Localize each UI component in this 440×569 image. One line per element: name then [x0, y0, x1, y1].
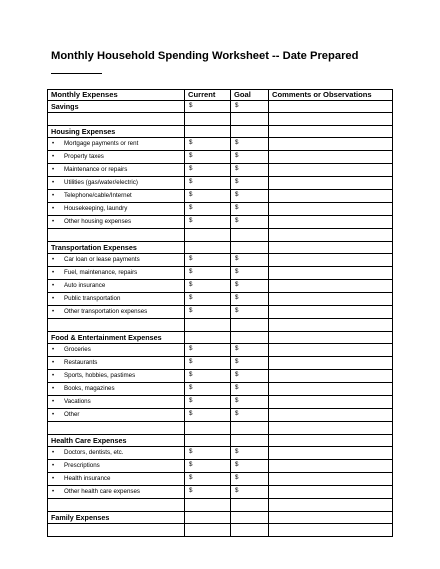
currency-sign: $	[189, 204, 193, 211]
currency-sign: $	[235, 191, 239, 198]
bullet-icon: •	[52, 270, 55, 276]
current-cell[interactable]	[185, 486, 231, 499]
current-cell[interactable]	[185, 499, 231, 512]
expense-label-cell	[48, 280, 185, 293]
goal-cell[interactable]	[231, 511, 269, 524]
expense-label-cell	[48, 524, 185, 537]
comments-cell[interactable]	[269, 267, 393, 280]
current-cell[interactable]	[185, 319, 231, 332]
comments-cell[interactable]	[269, 113, 393, 126]
currency-sign: $	[235, 294, 239, 301]
current-cell[interactable]	[185, 190, 231, 203]
bullet-icon: •	[52, 141, 55, 147]
current-cell[interactable]	[185, 113, 231, 126]
current-cell[interactable]	[185, 267, 231, 280]
comments-cell[interactable]	[269, 383, 393, 396]
currency-sign: $	[189, 474, 193, 481]
currency-sign: $	[235, 410, 239, 417]
comments-cell[interactable]	[269, 319, 393, 332]
goal-cell[interactable]	[231, 190, 269, 203]
comments-cell[interactable]	[269, 190, 393, 203]
goal-cell[interactable]	[231, 229, 269, 242]
expense-item-label: Telephone/cable/Internet	[64, 192, 132, 199]
current-cell[interactable]	[185, 460, 231, 473]
bullet-icon: •	[52, 219, 55, 225]
goal-cell[interactable]	[231, 254, 269, 267]
currency-sign: $	[189, 255, 193, 262]
expense-label-cell	[48, 267, 185, 280]
section-row	[48, 100, 393, 113]
currency-sign: $	[235, 217, 239, 224]
goal-cell[interactable]	[231, 357, 269, 370]
goal-cell[interactable]	[231, 499, 269, 512]
bullet-icon: •	[52, 489, 55, 495]
expense-label-cell	[48, 306, 185, 319]
expense-item-label: Health insurance	[64, 475, 111, 482]
date-prepared-line	[51, 73, 102, 74]
goal-cell[interactable]	[231, 138, 269, 151]
blank-row	[48, 229, 393, 242]
comments-cell[interactable]	[269, 473, 393, 486]
currency-sign: $	[235, 204, 239, 211]
goal-cell[interactable]	[231, 280, 269, 293]
comments-cell[interactable]	[269, 151, 393, 164]
table-body	[48, 100, 393, 536]
expense-item-label: Car loan or lease payments	[64, 256, 140, 263]
bullet-icon: •	[52, 193, 55, 199]
bullet-icon: •	[52, 283, 55, 289]
table-row	[48, 216, 393, 229]
expense-label-cell	[48, 177, 185, 190]
currency-sign: $	[189, 358, 193, 365]
currency-sign: $	[235, 281, 239, 288]
currency-sign: $	[189, 294, 193, 301]
comments-cell[interactable]	[269, 396, 393, 409]
blank-row	[48, 422, 393, 435]
table-row	[48, 473, 393, 486]
currency-sign: $	[189, 307, 193, 314]
comments-cell[interactable]	[269, 241, 393, 254]
expense-item-label: Sports, hobbies, pastimes	[64, 372, 136, 379]
bullet-icon: •	[52, 373, 55, 379]
comments-cell[interactable]	[269, 203, 393, 216]
comments-cell[interactable]	[269, 344, 393, 357]
currency-sign: $	[189, 487, 193, 494]
expense-label-cell	[48, 486, 185, 499]
blank-row	[48, 319, 393, 332]
section-row	[48, 331, 393, 344]
currency-sign: $	[235, 345, 239, 352]
goal-cell[interactable]	[231, 306, 269, 319]
header-goal: Goal	[231, 90, 269, 101]
table-row	[48, 138, 393, 151]
current-cell[interactable]	[185, 524, 231, 537]
expense-label-cell	[48, 460, 185, 473]
currency-sign: $	[235, 101, 239, 109]
bullet-icon: •	[52, 463, 55, 469]
currency-sign: $	[235, 165, 239, 172]
comments-cell[interactable]	[269, 434, 393, 447]
page-title: Monthly Household Spending Worksheet -- Date Prepared	[51, 50, 359, 62]
goal-cell[interactable]	[231, 216, 269, 229]
table-row	[48, 396, 393, 409]
currency-sign: $	[189, 384, 193, 391]
table-row	[48, 280, 393, 293]
current-cell[interactable]	[185, 344, 231, 357]
expense-label-cell	[48, 125, 185, 138]
comments-cell[interactable]	[269, 229, 393, 242]
currency-sign: $	[235, 371, 239, 378]
currency-sign: $	[235, 307, 239, 314]
expense-item-label: Auto insurance	[64, 282, 106, 289]
table-row	[48, 383, 393, 396]
comments-cell[interactable]	[269, 447, 393, 460]
expense-item-label: Fuel, maintenance, repairs	[64, 269, 138, 276]
bullet-icon: •	[52, 347, 55, 353]
current-cell[interactable]	[185, 216, 231, 229]
currency-sign: $	[189, 217, 193, 224]
current-cell[interactable]	[185, 138, 231, 151]
bullet-icon: •	[52, 360, 55, 366]
currency-sign: $	[189, 410, 193, 417]
bullet-icon: •	[52, 476, 55, 482]
comments-cell[interactable]	[269, 293, 393, 306]
currency-sign: $	[235, 139, 239, 146]
current-cell[interactable]	[185, 331, 231, 344]
section-label: Transportation Expenses	[51, 242, 137, 252]
currency-sign: $	[189, 101, 193, 109]
current-cell[interactable]	[185, 125, 231, 138]
table-row	[48, 344, 393, 357]
blank-row	[48, 113, 393, 126]
expense-item-label: Other transportation expenses	[64, 308, 148, 315]
goal-cell[interactable]	[231, 447, 269, 460]
expense-item-label: Property taxes	[64, 153, 104, 160]
expense-item-label: Utilities (gas/water/electric)	[64, 179, 138, 186]
goal-cell[interactable]	[231, 460, 269, 473]
currency-sign: $	[189, 345, 193, 352]
currency-sign: $	[189, 191, 193, 198]
goal-cell[interactable]	[231, 267, 269, 280]
bullet-icon: •	[52, 167, 55, 173]
current-cell[interactable]	[185, 229, 231, 242]
comments-cell[interactable]	[269, 306, 393, 319]
goal-cell[interactable]	[231, 319, 269, 332]
currency-sign: $	[235, 461, 239, 468]
currency-sign: $	[235, 487, 239, 494]
table-row	[48, 151, 393, 164]
expense-item-label: Other health care expenses	[64, 488, 141, 495]
table-row	[48, 164, 393, 177]
expense-label-cell	[48, 254, 185, 267]
goal-cell[interactable]	[231, 203, 269, 216]
comments-cell[interactable]	[269, 177, 393, 190]
currency-sign: $	[235, 152, 239, 159]
goal-cell[interactable]	[231, 396, 269, 409]
expense-item-label: Housekeeping, laundry	[64, 205, 128, 212]
bullet-icon: •	[52, 309, 55, 315]
section-label: Housing Expenses	[51, 126, 116, 136]
expense-item-label: Prescriptions	[64, 462, 100, 469]
comments-cell[interactable]	[269, 331, 393, 344]
comments-cell[interactable]	[269, 499, 393, 512]
goal-cell[interactable]	[231, 409, 269, 422]
table-row	[48, 370, 393, 383]
expense-item-label: Other	[64, 411, 80, 418]
expense-label-cell	[48, 473, 185, 486]
comments-cell[interactable]	[269, 357, 393, 370]
currency-sign: $	[189, 268, 193, 275]
expense-label-cell	[48, 396, 185, 409]
section-row	[48, 241, 393, 254]
current-cell[interactable]	[185, 306, 231, 319]
goal-cell[interactable]	[231, 331, 269, 344]
currency-sign: $	[189, 281, 193, 288]
comments-cell[interactable]	[269, 370, 393, 383]
expense-label-cell	[48, 203, 185, 216]
expense-label-cell	[48, 190, 185, 203]
current-cell[interactable]	[185, 447, 231, 460]
currency-sign: $	[235, 255, 239, 262]
table-row	[48, 409, 393, 422]
goal-cell[interactable]	[231, 293, 269, 306]
bullet-icon: •	[52, 206, 55, 212]
current-cell[interactable]	[185, 396, 231, 409]
goal-cell[interactable]	[231, 434, 269, 447]
goal-cell[interactable]	[231, 125, 269, 138]
goal-cell[interactable]	[231, 370, 269, 383]
expense-label-cell	[48, 434, 185, 447]
currency-sign: $	[189, 139, 193, 146]
expense-label-cell	[48, 370, 185, 383]
currency-sign: $	[235, 397, 239, 404]
currency-sign: $	[189, 461, 193, 468]
table-row	[48, 267, 393, 280]
expense-label-cell	[48, 422, 185, 435]
expense-label-cell	[48, 293, 185, 306]
section-row	[48, 511, 393, 524]
expense-item-label: Public transportation	[64, 295, 121, 302]
comments-cell[interactable]	[269, 524, 393, 537]
bullet-icon: •	[52, 412, 55, 418]
expense-label-cell	[48, 383, 185, 396]
spending-table	[47, 89, 393, 537]
expense-label-cell	[48, 229, 185, 242]
currency-sign: $	[189, 165, 193, 172]
comments-cell[interactable]	[269, 460, 393, 473]
expense-label-cell	[48, 100, 185, 113]
goal-cell[interactable]	[231, 100, 269, 113]
table-header-row	[48, 90, 393, 101]
section-label: Food & Entertainment Expenses	[51, 332, 162, 342]
expense-label-cell	[48, 331, 185, 344]
currency-sign: $	[235, 268, 239, 275]
comments-cell[interactable]	[269, 138, 393, 151]
currency-sign: $	[189, 371, 193, 378]
currency-sign: $	[235, 448, 239, 455]
goal-cell[interactable]	[231, 344, 269, 357]
expense-label-cell	[48, 216, 185, 229]
expense-label-cell	[48, 138, 185, 151]
table-row	[48, 447, 393, 460]
table-row	[48, 306, 393, 319]
expense-label-cell	[48, 409, 185, 422]
table-row	[48, 357, 393, 370]
goal-cell[interactable]	[231, 473, 269, 486]
comments-cell[interactable]	[269, 511, 393, 524]
comments-cell[interactable]	[269, 422, 393, 435]
current-cell[interactable]	[185, 434, 231, 447]
comments-cell[interactable]	[269, 164, 393, 177]
expense-label-cell	[48, 344, 185, 357]
current-cell[interactable]	[185, 473, 231, 486]
currency-sign: $	[235, 384, 239, 391]
current-cell[interactable]	[185, 370, 231, 383]
expense-item-label: Doctors, dentists, etc.	[64, 449, 124, 456]
goal-cell[interactable]	[231, 486, 269, 499]
comments-cell[interactable]	[269, 216, 393, 229]
section-label: Savings	[51, 101, 79, 111]
section-row	[48, 434, 393, 447]
header-monthly-expenses: Monthly Expenses	[48, 90, 185, 101]
current-cell[interactable]	[185, 511, 231, 524]
expense-item-label: Restaurants	[64, 359, 98, 366]
goal-cell[interactable]	[231, 241, 269, 254]
goal-cell[interactable]	[231, 383, 269, 396]
current-cell[interactable]	[185, 409, 231, 422]
currency-sign: $	[235, 474, 239, 481]
current-cell[interactable]	[185, 293, 231, 306]
currency-sign: $	[189, 178, 193, 185]
section-label: Family Expenses	[51, 512, 110, 522]
current-cell[interactable]	[185, 254, 231, 267]
blank-row	[48, 524, 393, 537]
currency-sign: $	[235, 178, 239, 185]
current-cell[interactable]	[185, 164, 231, 177]
expense-item-label: Books, magazines	[64, 385, 115, 392]
table-row	[48, 486, 393, 499]
goal-cell[interactable]	[231, 524, 269, 537]
currency-sign: $	[189, 448, 193, 455]
header-current: Current	[185, 90, 231, 101]
section-row	[48, 125, 393, 138]
expense-item-label: Other housing expenses	[64, 218, 132, 225]
current-cell[interactable]	[185, 241, 231, 254]
expense-label-cell	[48, 447, 185, 460]
table-row	[48, 293, 393, 306]
current-cell[interactable]	[185, 100, 231, 113]
goal-cell[interactable]	[231, 151, 269, 164]
bullet-icon: •	[52, 399, 55, 405]
expense-label-cell	[48, 511, 185, 524]
section-label: Health Care Expenses	[51, 435, 127, 445]
current-cell[interactable]	[185, 177, 231, 190]
current-cell[interactable]	[185, 422, 231, 435]
currency-sign: $	[235, 358, 239, 365]
table-row	[48, 177, 393, 190]
expense-item-label: Vacations	[64, 398, 91, 405]
expense-label-cell	[48, 319, 185, 332]
currency-sign: $	[189, 397, 193, 404]
bullet-icon: •	[52, 154, 55, 160]
table-row	[48, 190, 393, 203]
expense-item-label: Groceries	[64, 346, 91, 353]
comments-cell[interactable]	[269, 254, 393, 267]
bullet-icon: •	[52, 450, 55, 456]
table-row	[48, 254, 393, 267]
bullet-icon: •	[52, 296, 55, 302]
expense-item-label: Maintenance or repairs	[64, 166, 128, 173]
goal-cell[interactable]	[231, 177, 269, 190]
expense-label-cell	[48, 113, 185, 126]
table-row	[48, 460, 393, 473]
goal-cell[interactable]	[231, 113, 269, 126]
goal-cell[interactable]	[231, 164, 269, 177]
current-cell[interactable]	[185, 151, 231, 164]
expense-label-cell	[48, 151, 185, 164]
bullet-icon: •	[52, 257, 55, 263]
comments-cell[interactable]	[269, 125, 393, 138]
header-comments: Comments or Observations	[269, 90, 393, 101]
comments-cell[interactable]	[269, 100, 393, 113]
expense-label-cell	[48, 241, 185, 254]
comments-cell[interactable]	[269, 486, 393, 499]
current-cell[interactable]	[185, 357, 231, 370]
currency-sign: $	[189, 152, 193, 159]
expense-label-cell	[48, 499, 185, 512]
expense-label-cell	[48, 357, 185, 370]
current-cell[interactable]	[185, 383, 231, 396]
expense-label-cell	[48, 164, 185, 177]
comments-cell[interactable]	[269, 409, 393, 422]
blank-row	[48, 499, 393, 512]
comments-cell[interactable]	[269, 280, 393, 293]
table-row	[48, 203, 393, 216]
bullet-icon: •	[52, 180, 55, 186]
bullet-icon: •	[52, 386, 55, 392]
current-cell[interactable]	[185, 280, 231, 293]
current-cell[interactable]	[185, 203, 231, 216]
goal-cell[interactable]	[231, 422, 269, 435]
expense-item-label: Mortgage payments or rent	[64, 140, 139, 147]
